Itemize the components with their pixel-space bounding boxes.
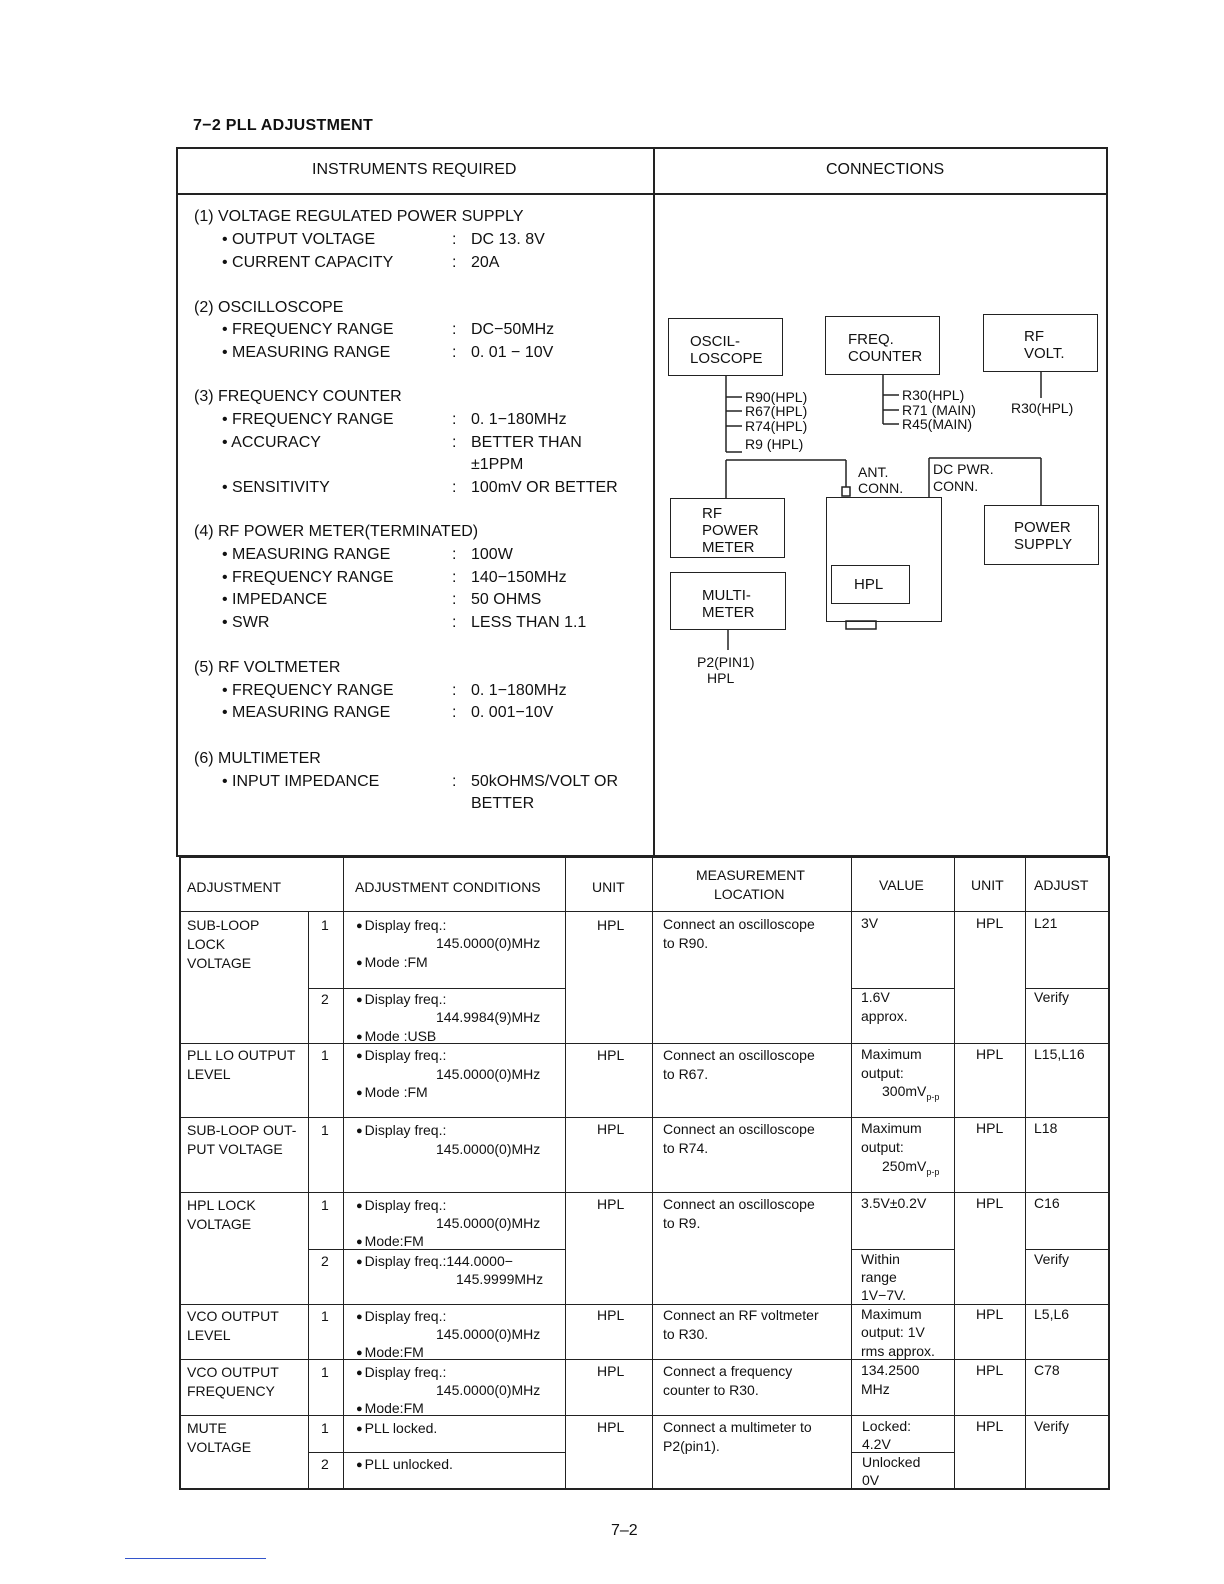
spec-label: • OUTPUT VOLTAGE bbox=[222, 231, 376, 248]
fc-point-r45: R45(MAIN) bbox=[902, 416, 973, 432]
adjustment-name: VCO OUTPUT bbox=[187, 1308, 279, 1324]
condition bbox=[356, 1343, 424, 1364]
condition bbox=[356, 990, 446, 1011]
spec-colon: : bbox=[452, 321, 457, 338]
condition: 145.0000(0)MHz bbox=[436, 1382, 541, 1398]
spec-value: 50 OHMS bbox=[471, 591, 542, 608]
table-row-rule bbox=[179, 1192, 1110, 1193]
location: P2(pin1). bbox=[663, 1438, 720, 1454]
mm-point-label-1: P2(PIN1) bbox=[697, 654, 755, 670]
col-header-adjustment: ADJUSTMENT bbox=[187, 879, 282, 895]
adjustment-name: PUT VOLTAGE bbox=[187, 1141, 283, 1157]
power-supply-label-2: SUPPLY bbox=[1014, 536, 1073, 553]
oscilloscope-box bbox=[668, 318, 783, 376]
rf-volt-label-1: RF bbox=[1024, 328, 1044, 345]
table-column-rule bbox=[851, 858, 852, 1488]
condition: 144.9984(9)MHz bbox=[436, 1009, 541, 1025]
adjustment-name: HPL LOCK bbox=[187, 1197, 256, 1213]
value: Within bbox=[861, 1251, 900, 1267]
table-column-rule bbox=[308, 911, 309, 1488]
spec-label: • CURRENT CAPACITY bbox=[222, 254, 394, 271]
unit: HPL bbox=[597, 1121, 625, 1137]
spec-label: • FREQUENCY RANGE bbox=[222, 321, 394, 338]
unit2: HPL bbox=[976, 1306, 1004, 1322]
value bbox=[882, 1082, 939, 1106]
condition bbox=[356, 1046, 446, 1067]
freq-counter-box bbox=[825, 316, 940, 375]
unit: HPL bbox=[597, 917, 625, 933]
spec-value: DC 13. 8V bbox=[471, 231, 545, 248]
footer-rule bbox=[125, 1558, 266, 1559]
value: Locked: bbox=[862, 1418, 912, 1434]
ant-conn-label-2: CONN. bbox=[858, 480, 904, 496]
spec-label: • INPUT IMPEDANCE bbox=[222, 773, 380, 790]
spec-colon: : bbox=[452, 704, 457, 721]
unit: HPL bbox=[597, 1419, 625, 1435]
unit2: HPL bbox=[976, 915, 1004, 931]
condition-text: Display freq.: bbox=[364, 917, 447, 933]
condition-text: Display freq.: bbox=[364, 1364, 447, 1380]
spec-label: • ACCURACY bbox=[222, 434, 321, 451]
multimeter-label-2: METER bbox=[702, 604, 755, 621]
instruments-header: INSTRUMENTS REQUIRED bbox=[312, 161, 517, 178]
value-subscript: p-p bbox=[926, 1166, 940, 1177]
adjustment-name: LOCK bbox=[187, 936, 226, 952]
condition-text: Display freq.: bbox=[364, 1308, 447, 1324]
condition bbox=[356, 916, 446, 937]
table-row-rule bbox=[179, 1359, 1110, 1360]
location: Connect a frequency bbox=[663, 1363, 793, 1379]
condition-text: Display freq.: bbox=[364, 1047, 447, 1063]
rf-volt-label-2: VOLT. bbox=[1024, 345, 1065, 362]
condition-text: Mode :USB bbox=[364, 1028, 437, 1044]
instrument-title: (5) RF VOLTMETER bbox=[194, 659, 341, 676]
value: 3.5V±0.2V bbox=[861, 1195, 927, 1211]
value: output: bbox=[861, 1065, 904, 1081]
spec-label: • MEASURING RANGE bbox=[222, 344, 391, 361]
value-text: 250mV bbox=[882, 1158, 927, 1174]
condition-text: Mode:FM bbox=[364, 1233, 424, 1249]
location: to R90. bbox=[663, 935, 709, 951]
hpl-label: HPL bbox=[854, 576, 884, 593]
spec-value: 0. 1−180MHz bbox=[471, 682, 567, 699]
spec-colon: : bbox=[452, 569, 457, 586]
unit2: HPL bbox=[976, 1418, 1004, 1434]
spec-colon: : bbox=[452, 591, 457, 608]
page-number: 7–2 bbox=[611, 1522, 638, 1539]
condition bbox=[356, 1027, 436, 1048]
adjustment-name: LEVEL bbox=[187, 1066, 231, 1082]
condition-text: Mode:FM bbox=[364, 1400, 424, 1416]
value: 134.2500 bbox=[861, 1362, 920, 1378]
location: to R30. bbox=[663, 1326, 709, 1342]
adjustment-name: VOLTAGE bbox=[187, 1439, 252, 1455]
spec-value: BETTER THAN bbox=[471, 434, 582, 451]
condition-text: PLL locked. bbox=[364, 1420, 438, 1436]
osc-point-r9: R9 (HPL) bbox=[745, 436, 804, 452]
adjust: Verify bbox=[1034, 1418, 1070, 1434]
unit: HPL bbox=[597, 1047, 625, 1063]
step-number: 2 bbox=[321, 1456, 329, 1472]
value: 0V bbox=[862, 1472, 880, 1488]
spec-value: DC−50MHz bbox=[471, 321, 555, 338]
location: counter to R30. bbox=[663, 1382, 759, 1398]
spec-colon: : bbox=[452, 773, 457, 790]
spec-label: • FREQUENCY RANGE bbox=[222, 411, 394, 428]
spec-colon: : bbox=[452, 479, 457, 496]
value: Maximum bbox=[861, 1306, 922, 1322]
condition bbox=[356, 1363, 446, 1384]
col-header-unit: UNIT bbox=[592, 879, 625, 895]
spec-value: 0. 1−180MHz bbox=[471, 411, 567, 428]
value: range bbox=[861, 1269, 897, 1285]
spec-colon: : bbox=[452, 344, 457, 361]
value: 1V−7V. bbox=[861, 1287, 907, 1303]
spec-value: 50kOHMS/VOLT OR bbox=[471, 773, 618, 790]
value: output: bbox=[861, 1139, 904, 1155]
unit2: HPL bbox=[976, 1195, 1004, 1211]
power-supply-box bbox=[984, 505, 1099, 565]
osc-point-r74: R74(HPL) bbox=[745, 418, 808, 434]
step-number: 1 bbox=[321, 1197, 329, 1213]
location: Connect an oscilloscope bbox=[663, 916, 815, 932]
instrument-title: (6) MULTIMETER bbox=[194, 750, 321, 767]
spec-value: 100mV OR BETTER bbox=[471, 479, 618, 496]
instrument-title: (3) FREQUENCY COUNTER bbox=[194, 388, 402, 405]
step-number: 1 bbox=[321, 1364, 329, 1380]
unit: HPL bbox=[597, 1363, 625, 1379]
frame-header-rule bbox=[178, 193, 1106, 195]
adjustment-name: SUB-LOOP bbox=[187, 917, 260, 933]
spec-colon: : bbox=[452, 434, 457, 451]
col-header-location-2: LOCATION bbox=[714, 886, 785, 902]
location: to R67. bbox=[663, 1066, 709, 1082]
oscilloscope-label-2: LOSCOPE bbox=[690, 350, 763, 367]
adjustment-name: VCO OUTPUT bbox=[187, 1364, 279, 1380]
condition-text: PLL unlocked. bbox=[364, 1456, 453, 1472]
dc-pwr-conn-label-2: CONN. bbox=[933, 478, 979, 494]
spec-label: • FREQUENCY RANGE bbox=[222, 569, 394, 586]
condition-text: Display freq.: bbox=[364, 991, 447, 1007]
spec-label: • IMPEDANCE bbox=[222, 591, 328, 608]
condition bbox=[356, 1419, 437, 1440]
spec-value-continued: ±1PPM bbox=[471, 456, 524, 473]
freq-counter-label-2: COUNTER bbox=[848, 348, 923, 365]
spec-label: • MEASURING RANGE bbox=[222, 546, 391, 563]
hpl-box bbox=[831, 565, 910, 604]
col-header-conditions: ADJUSTMENT CONDITIONS bbox=[355, 879, 541, 895]
fc-point-r30: R30(HPL) bbox=[902, 387, 965, 403]
adjust: C16 bbox=[1034, 1195, 1060, 1211]
spec-colon: : bbox=[452, 614, 457, 631]
value: 1.6V bbox=[861, 989, 890, 1005]
table-column-rule bbox=[1025, 858, 1026, 1488]
rf-power-meter-box bbox=[670, 498, 785, 558]
value-subscript: p-p bbox=[926, 1091, 940, 1102]
osc-point-r90: R90(HPL) bbox=[745, 389, 808, 405]
spec-colon: : bbox=[452, 546, 457, 563]
adjustment-name: LEVEL bbox=[187, 1327, 231, 1343]
condition-text: Mode :FM bbox=[364, 1084, 428, 1100]
adjust: Verify bbox=[1034, 989, 1070, 1005]
value: output: 1V bbox=[861, 1324, 925, 1340]
table-row-rule bbox=[308, 1452, 565, 1453]
step-number: 1 bbox=[321, 1420, 329, 1436]
oscilloscope-label-1: OSCIL- bbox=[690, 333, 741, 350]
value: MHz bbox=[861, 1381, 890, 1397]
condition-text: Display freq.:144.0000− bbox=[364, 1253, 513, 1269]
rf-volt-box bbox=[983, 314, 1098, 372]
spec-value: 100W bbox=[471, 546, 513, 563]
col-header-location-1: MEASUREMENT bbox=[696, 867, 805, 883]
step-number: 2 bbox=[321, 1253, 329, 1269]
spec-colon: : bbox=[452, 231, 457, 248]
connections-header: CONNECTIONS bbox=[826, 161, 945, 178]
adjustment-table bbox=[179, 856, 1110, 1490]
adjust: L21 bbox=[1034, 915, 1058, 931]
spec-value-continued: BETTER bbox=[471, 795, 535, 812]
table-column-rule bbox=[343, 858, 344, 1488]
adjustment-name: MUTE bbox=[187, 1420, 227, 1436]
condition-text: Mode:FM bbox=[364, 1344, 424, 1360]
value bbox=[882, 1157, 939, 1181]
adjustment-name: FREQUENCY bbox=[187, 1383, 275, 1399]
instrument-title: (4) RF POWER METER(TERMINATED) bbox=[194, 523, 479, 540]
condition bbox=[356, 1399, 424, 1420]
value: rms approx. bbox=[861, 1343, 935, 1359]
condition bbox=[356, 1083, 428, 1104]
table-column-rule bbox=[954, 858, 955, 1488]
step-number: 1 bbox=[321, 1047, 329, 1063]
table-row-rule bbox=[179, 911, 1110, 912]
adjust: C78 bbox=[1034, 1362, 1060, 1378]
condition: 145.0000(0)MHz bbox=[436, 935, 541, 951]
location: Connect an oscilloscope bbox=[663, 1047, 815, 1063]
spec-label: • MEASURING RANGE bbox=[222, 704, 391, 721]
value: Unlocked bbox=[862, 1454, 921, 1470]
location: Connect an RF voltmeter bbox=[663, 1307, 819, 1323]
condition: 145.0000(0)MHz bbox=[436, 1141, 541, 1157]
adjust: L5,L6 bbox=[1034, 1306, 1070, 1322]
multimeter-label-1: MULTI- bbox=[702, 587, 751, 604]
value: approx. bbox=[861, 1008, 908, 1024]
condition-text: Mode :FM bbox=[364, 954, 428, 970]
condition: 145.0000(0)MHz bbox=[436, 1326, 541, 1342]
instrument-title: (1) VOLTAGE REGULATED POWER SUPPLY bbox=[194, 208, 524, 225]
power-supply-label-1: POWER bbox=[1014, 519, 1071, 536]
condition: 145.0000(0)MHz bbox=[436, 1066, 541, 1082]
value: Maximum bbox=[861, 1046, 922, 1062]
rf-power-meter-label-3: METER bbox=[702, 539, 755, 556]
condition bbox=[356, 1121, 446, 1142]
table-row-rule bbox=[179, 1043, 1110, 1044]
rf-power-meter-label-1: RF bbox=[702, 505, 722, 522]
adjustment-name: PLL LO OUTPUT bbox=[187, 1047, 296, 1063]
condition bbox=[356, 1196, 446, 1217]
step-number: 1 bbox=[321, 1308, 329, 1324]
unit: HPL bbox=[597, 1307, 625, 1323]
ant-conn-label-1: ANT. bbox=[858, 464, 889, 480]
dc-pwr-conn-marker bbox=[929, 458, 930, 498]
location: to R9. bbox=[663, 1215, 701, 1231]
condition: 145.0000(0)MHz bbox=[436, 1215, 541, 1231]
table-row-rule bbox=[308, 1249, 565, 1250]
table-column-rule bbox=[652, 858, 653, 1488]
spec-colon: : bbox=[452, 254, 457, 271]
unit2: HPL bbox=[976, 1120, 1004, 1136]
adjustment-name: VOLTAGE bbox=[187, 955, 252, 971]
osc-point-r67: R67(HPL) bbox=[745, 403, 808, 419]
location: Connect an oscilloscope bbox=[663, 1121, 815, 1137]
unit: HPL bbox=[597, 1196, 625, 1212]
adjust: Verify bbox=[1034, 1251, 1070, 1267]
table-row-rule bbox=[179, 1304, 1110, 1305]
adjustment-name: VOLTAGE bbox=[187, 1216, 252, 1232]
dc-pwr-conn-label-1: DC PWR. bbox=[933, 461, 994, 477]
spec-colon: : bbox=[452, 411, 457, 428]
location: Connect an oscilloscope bbox=[663, 1196, 815, 1212]
spec-value: LESS THAN 1.1 bbox=[471, 614, 587, 631]
adjustment-name: SUB-LOOP OUT- bbox=[187, 1122, 297, 1138]
spec-label: • SWR bbox=[222, 614, 270, 631]
spec-label: • SENSITIVITY bbox=[222, 479, 330, 496]
fc-point-r71: R71 (MAIN) bbox=[902, 402, 976, 418]
table-row-rule bbox=[179, 1415, 1110, 1416]
value: 4.2V bbox=[862, 1436, 891, 1452]
condition-text: Display freq.: bbox=[364, 1197, 447, 1213]
location: to R74. bbox=[663, 1140, 709, 1156]
value: Maximum bbox=[861, 1120, 922, 1136]
rf-power-meter-label-2: POWER bbox=[702, 522, 759, 539]
multimeter-box bbox=[670, 572, 786, 630]
location: Connect a multimeter to bbox=[663, 1419, 812, 1435]
col-header-adjust: ADJUST bbox=[1034, 877, 1089, 893]
step-number: 1 bbox=[321, 917, 329, 933]
condition bbox=[356, 1307, 446, 1328]
spec-value: 20A bbox=[471, 254, 500, 271]
condition-text: Display freq.: bbox=[364, 1122, 447, 1138]
col-header-unit2: UNIT bbox=[971, 877, 1004, 893]
rfv-point-r30: R30(HPL) bbox=[1011, 400, 1074, 416]
spec-colon: : bbox=[452, 682, 457, 699]
step-number: 2 bbox=[321, 991, 329, 1007]
step-number: 1 bbox=[321, 1122, 329, 1138]
table-column-rule bbox=[565, 858, 566, 1488]
instrument-title: (2) OSCILLOSCOPE bbox=[194, 299, 344, 316]
condition: 145.9999MHz bbox=[456, 1271, 544, 1287]
freq-counter-label-1: FREQ. bbox=[848, 331, 894, 348]
table-row-rule bbox=[179, 1117, 1110, 1118]
adjust: L15,L16 bbox=[1034, 1046, 1085, 1062]
condition bbox=[356, 1232, 424, 1253]
mm-point-label-2: HPL bbox=[707, 670, 735, 686]
col-header-value: VALUE bbox=[879, 877, 924, 893]
unit2: HPL bbox=[976, 1362, 1004, 1378]
condition bbox=[356, 1455, 453, 1476]
adjust: L18 bbox=[1034, 1120, 1058, 1136]
frame-divider bbox=[653, 149, 655, 855]
value-text: 300mV bbox=[882, 1083, 927, 1099]
spec-value: 0. 001−10V bbox=[471, 704, 554, 721]
unit2: HPL bbox=[976, 1046, 1004, 1062]
condition bbox=[356, 953, 428, 974]
spec-label: • FREQUENCY RANGE bbox=[222, 682, 394, 699]
section-title: 7−2 PLL ADJUSTMENT bbox=[193, 117, 374, 134]
spec-value: 140−150MHz bbox=[471, 569, 567, 586]
value: 3V bbox=[861, 915, 879, 931]
spec-value: 0. 01 − 10V bbox=[471, 344, 554, 361]
